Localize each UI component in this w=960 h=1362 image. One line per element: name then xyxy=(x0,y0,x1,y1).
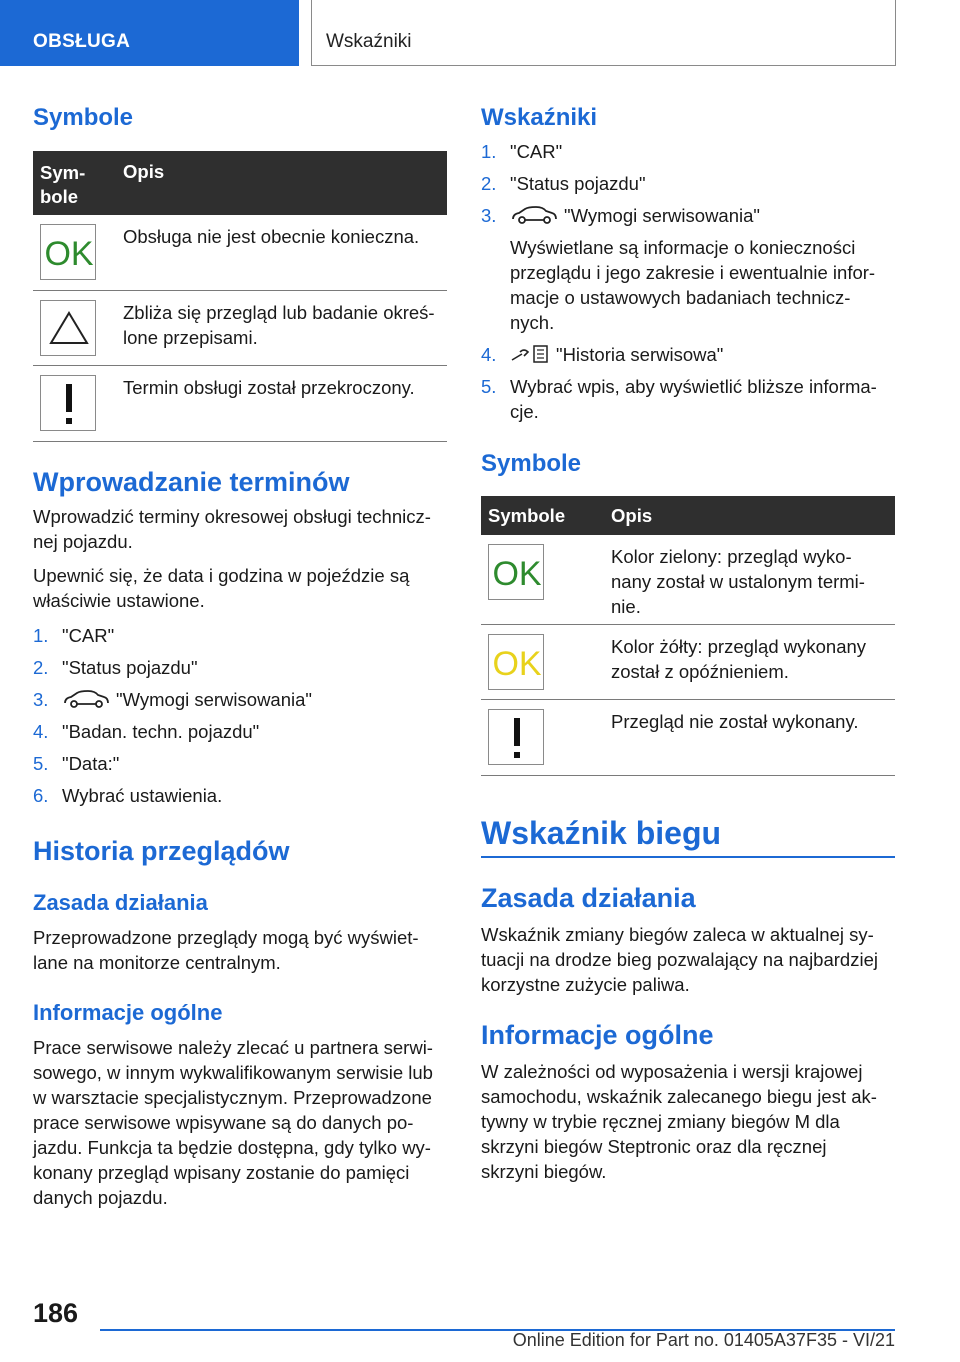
list-item: 3. "Wymogi serwisowania" xyxy=(33,689,312,710)
col-desc-header: Opis xyxy=(123,161,165,182)
table-row xyxy=(481,535,895,625)
table-row xyxy=(481,625,895,700)
row-desc: Obsługa nie jest obecnie konieczna. xyxy=(123,226,420,247)
list-item: 5. Wybrać wpis, aby wyświetlić bliższe informa- cje. xyxy=(481,376,877,422)
list-item: 6. Wybrać ustawienia. xyxy=(33,785,223,806)
exclamation-icon xyxy=(488,709,544,765)
list-item: 2. "Status pojazdu" xyxy=(33,657,198,678)
table-row xyxy=(33,366,447,442)
list-item: 1. "CAR" xyxy=(33,625,115,646)
service-history-icon xyxy=(510,344,550,364)
exclamation-icon xyxy=(40,375,96,431)
bieg-heading: Wskaźnik biegu xyxy=(481,815,722,851)
wprowadzanie-heading: Wprowadzanie terminów xyxy=(33,467,350,497)
car-icon xyxy=(510,205,558,225)
row-desc: Kolor zielony: przegląd wyko- nany został w ustalonym termi- nie. xyxy=(611,546,865,617)
page-number: 186 xyxy=(33,1298,79,1328)
info-heading-right: Informacje ogólne xyxy=(481,1020,714,1050)
ok-yellow-icon xyxy=(488,634,544,690)
table-row xyxy=(33,215,447,291)
list-item: 3. "Wymogi serwisowania" Wyświetlane są informacje o konieczności przeglądu i jego zakresie i ewentualnie infor- macje o ustawowych badaniach technicz- nych. xyxy=(481,205,876,333)
car-icon xyxy=(62,689,110,709)
zasada-heading-left: Zasada działania xyxy=(33,890,208,915)
symbols-table xyxy=(33,151,447,442)
list-item: 1. "CAR" xyxy=(481,141,563,162)
svg-text:OK: OK xyxy=(492,555,542,593)
edition-info: Online Edition for Part no. 01405A37F35 - VI/21 xyxy=(512,1330,895,1350)
row-desc: Termin obsługi został przekroczony. xyxy=(123,377,415,398)
wskazniki-heading: Wskaźniki xyxy=(481,104,598,131)
list-item: 2. "Status pojazdu" xyxy=(481,173,646,194)
ok-icon xyxy=(40,224,96,280)
wprowadzanie-note: Upewnić się, że data i godzina w pojeździe są właściwie ustawione. xyxy=(33,565,410,611)
symbols-table-right xyxy=(481,496,895,776)
row-desc: Zbliża się przegląd lub badanie okreś- lone przepisami. xyxy=(123,302,435,348)
row-desc: Kolor żółty: przegląd wykonany został z opóźnieniem. xyxy=(611,636,867,682)
table-row xyxy=(33,291,447,366)
section-tab xyxy=(0,0,299,66)
symbole-heading: Symbole xyxy=(33,104,134,131)
chapter-tab xyxy=(311,0,896,66)
zasada-text-left: Przeprowadzone przeglądy mogą być wyświet- lane na monitorze centralnym. xyxy=(33,927,419,973)
info-text-left: Prace serwisowe należy zlecać u partnera serwi- sowego, w innym wykwalifikowanym serwisie lub w warsztacie specjalistycznym. Przeprowadzone prace serwisowe wpisywane są do danych po- jazdu. Funkcja ta będzie dostępna, gdy tylko wy- konany przegląd wpisany zostanie do pamięci danych pojazdu. xyxy=(33,1037,433,1208)
col-symbols-header: Sym- bole xyxy=(40,162,86,207)
list-item: 5. "Data:" xyxy=(33,753,120,774)
info-heading-left: Informacje ogólne xyxy=(33,1000,223,1025)
steps-list xyxy=(33,623,312,808)
col-symbols-header: Symbole xyxy=(488,505,566,526)
table-row xyxy=(481,700,895,776)
warning-triangle-icon xyxy=(40,300,96,356)
row-desc: Przegląd nie został wykonany. xyxy=(611,711,859,732)
list-item: 4. "Badan. techn. pojazdu" xyxy=(33,721,260,742)
ok-green-icon xyxy=(488,544,544,600)
historia-heading: Historia przeglądów xyxy=(33,836,290,866)
section-label: OBSŁUGA xyxy=(33,31,131,52)
chapter-label: Wskaźniki xyxy=(326,31,412,52)
symbole-heading-right: Symbole xyxy=(481,450,582,477)
list-item-sub: Wyświetlane są informacje o konieczności przeglądu i jego zakresie i ewentualnie infor- macje o ustawowych badaniach technicz- nych. xyxy=(510,237,876,333)
info-text-right: W zależności od wyposażenia i wersji krajowej samochodu, wskaźnik zalecanego biegu jest ak- tywny w trybie ręcznej zmiany biegów M dla skrzyni biegów Steptronic oraz dla ręcznej skrzyni biegów. xyxy=(481,1061,877,1182)
zasada-text-right: Wskaźnik zmiany biegów zaleca w aktualnej sy- tuacji na drodze bieg pozwalający na najbardziej korzystne zużycie paliwa. xyxy=(481,924,878,995)
heading-rule xyxy=(481,856,895,858)
zasada-heading-right: Zasada działania xyxy=(481,883,696,913)
wprowadzanie-intro: Wprowadzić terminy okresowej obsługi technicz- nej pojazdu. xyxy=(33,506,431,552)
table-header xyxy=(33,151,447,215)
list-item: 4. "Historia serwisowa" xyxy=(481,344,724,365)
svg-text:OK: OK xyxy=(492,645,542,683)
svg-text:OK: OK xyxy=(44,235,94,273)
wskazniki-list xyxy=(481,139,877,424)
table-header xyxy=(481,496,895,535)
col-desc-header: Opis xyxy=(611,505,653,526)
